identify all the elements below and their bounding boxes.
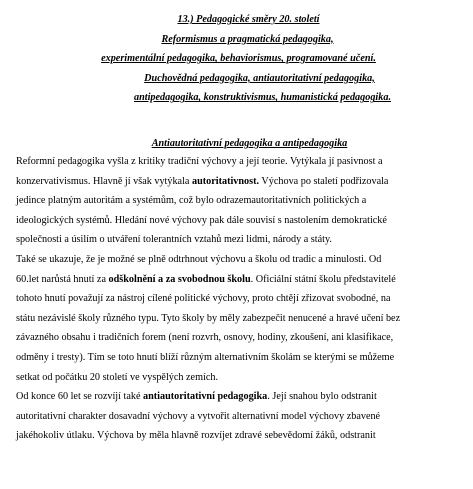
section-title: Antiautoritativní pedagogika a antipedagogika <box>151 138 348 149</box>
bold-term: antiautoritativní pedagogika <box>143 391 268 403</box>
body-text: . Její snahou bylo odstranit <box>267 391 377 403</box>
body-text: Od konce 60 let se rozvíjí také <box>16 391 144 403</box>
body-line-10: závazného obsahu i tradičních forem (není rozvrh, osnovy, hodiny, zkoušení, ani klasifikace, <box>16 332 394 344</box>
body-line-12: setkat od počátku 20 století ve vyspělých zemích. <box>16 371 218 383</box>
body-text: konzervativismus. Hlavně jí však vytýkala <box>16 175 192 187</box>
heading-line-3: experimentální pedagogika, behaviorismus, programované učení. <box>101 53 376 65</box>
body-line-3: jedince platným autoritám a systémům, což bylo odrazemautoritativních politických a <box>16 195 367 207</box>
body-text: 60.let narůstá hnutí za <box>16 273 109 285</box>
chapter-heading <box>0 10 473 108</box>
body-line-7 <box>16 270 466 290</box>
heading-line-1: 13.) Pedagogické směry 20. století <box>177 14 320 25</box>
bold-term: autoritativnost. <box>191 175 260 187</box>
body-line-4: ideologických systémů. Hledání nové výchovy pak dále souvisí s nastolením demokratické <box>16 214 387 226</box>
body-line-13 <box>16 387 466 407</box>
body-line-8: tohoto hnutí považují za nástroj cílené politické výchovy, proto chtějí zřizovat svobodné, na <box>16 293 391 305</box>
body-text: Výchova po staletí podřizovala <box>259 175 389 187</box>
body-line-9: státu nezávislé školy různého typu. Tyto školy by měly zabezpečit nenucené a hravé učení bez <box>16 312 401 324</box>
body-line-11: odměny i tresty). Tím se toto hnutí blíží různým alternativním školám se kterými se můžeme <box>16 351 395 363</box>
body-text: . Oficiální státní školu představitelé <box>250 273 396 285</box>
heading-line-2: Reformismus a pragmatická pedagogika, <box>161 33 334 45</box>
body-line-1: Reformní pedagogika vyšla z kritiky tradiční výchovy a její teorie. Vytýkala jí pasivnost a <box>16 156 383 167</box>
body-paragraphs <box>16 152 466 446</box>
bold-term: odškolnění a za svobodnou školu <box>108 273 251 285</box>
heading-line-5: antipedagogika, konstruktivismus, humanistická pedagogika. <box>134 92 391 104</box>
heading-line-4: Duchovědná pedagogika, antiautoritativní pedagogika, <box>144 72 375 84</box>
body-line-15: jakéhokoliv útlaku. Výchova by měla hlavně rozvíjet zdravé sebevědomí žáků, odstranit <box>16 430 376 442</box>
body-line-6: Také se ukazuje, že je možné se plně odtrhnout výchovu a školu od tradic a minulosti. Od <box>16 253 382 265</box>
body-line-14: autoritativní charakter dosavadní výchovy a vytvořit alternativní model výchovy zbavené <box>16 410 381 422</box>
body-line-2 <box>16 172 466 192</box>
body-line-5: společnosti a úsilím o utváření tolerantních vztahů mezi lidmi, národy a státy. <box>16 234 332 246</box>
